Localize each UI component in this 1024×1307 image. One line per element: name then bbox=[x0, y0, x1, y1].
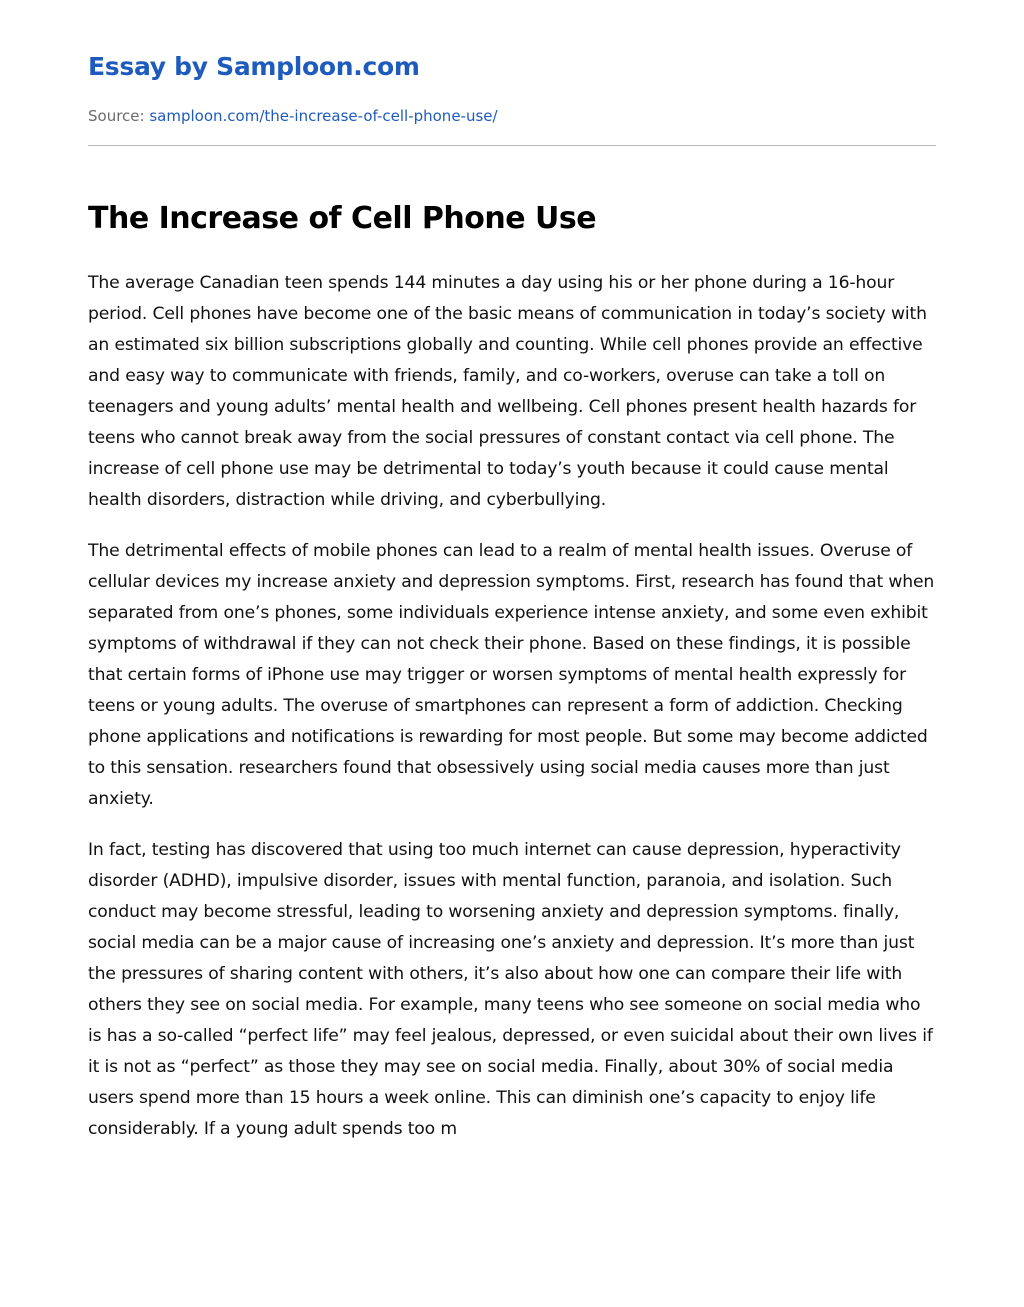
source-link[interactable]: samploon.com/the-increase-of-cell-phone-use/ bbox=[149, 107, 498, 125]
header-divider bbox=[88, 145, 936, 146]
essay-paragraph: The average Canadian teen spends 144 minutes a day using his or her phone during a 16-hour period. Cell phones have become one of the basic means of communication in today’s society with an estimated six billion subscriptions globally and counting. While cell phones provide an effective and easy way to communicate with friends, family, and co-workers, overuse can take a toll on teenagers and young adults’ mental health and wellbeing. Cell phones present health hazards for teens who cannot break away from the social pressures of constant contact via cell phone. The increase of cell phone use may be detrimental to today’s youth because it could cause mental health disorders, distraction while driving, and cyberbullying. bbox=[88, 273, 927, 510]
source-line bbox=[88, 107, 498, 125]
essay-paragraph: The detrimental effects of mobile phones can lead to a realm of mental health issues. Overuse of cellular devices my increase anxiety and depression symptoms. First, research has found that when separated from one’s phones, some individuals experience intense anxiety, and some even exhibit symptoms of withdrawal if they can not check their phone. Based on these findings, it is possible that certain forms of iPhone use may trigger or worsen symptoms of mental health expressly for teens or young adults. The overuse of smartphones can represent a form of addiction. Checking phone applications and notifications is rewarding for most people. But some may become addicted to this sensation. researchers found that obsessively using social media causes more than just anxiety. bbox=[88, 541, 935, 809]
essay-paragraph: In fact, testing has discovered that using too much internet can cause depression, hyperactivity disorder (ADHD), impulsive disorder, issues with mental function, paranoia, and isolation. Such conduct may become stressful, leading to worsening anxiety and depression symptoms. finally, social media can be a major cause of increasing one’s anxiety and depression. It’s more than just the pressures of sharing content with others, it’s also about how one can compare their life with others they see on social media. For example, many teens who see someone on social media who is has a so-called “perfect life” may feel jealous, depressed, or even suicidal about their own lives if it is not as “perfect” as those they may see on social media. Finally, about 30% of social media users spend more than 15 hours a week online. This can diminish one’s capacity to enjoy life considerably. If a young adult spends too m bbox=[88, 840, 933, 1139]
essay-body bbox=[88, 268, 938, 1165]
source-label: Source: bbox=[88, 107, 145, 125]
essay-title: The Increase of Cell Phone Use bbox=[88, 201, 597, 236]
site-brand[interactable]: Essay by Samploon.com bbox=[88, 52, 420, 81]
